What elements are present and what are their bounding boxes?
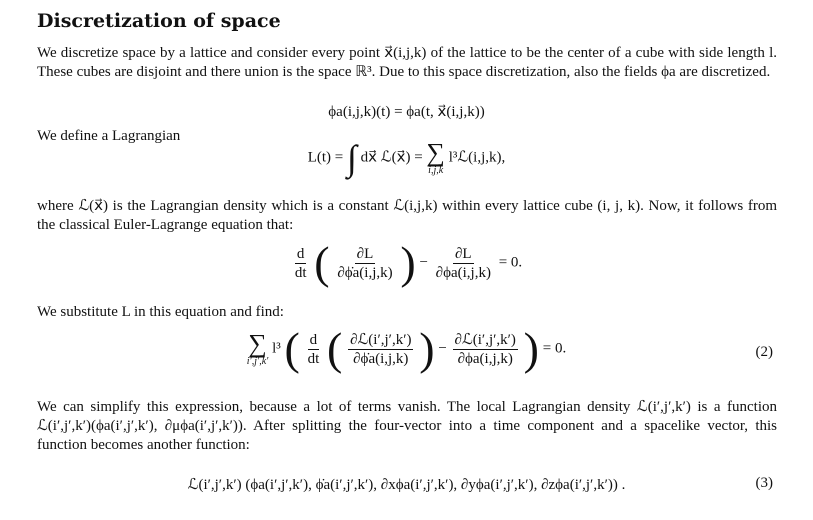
- eq3-body: ℒ(i′,j′,k′) (ϕa(i′,j′,k′), ϕ̇a(i′,j′,k′), ∂xϕa(i′,j′,k′), ∂yϕa(i′,j′,k′), ∂zϕa(i′,j′,k′)) .: [187, 477, 626, 493]
- sum-limits-2: i′,j′,k′: [246, 356, 269, 367]
- eq2-outer-left-paren: (: [284, 323, 300, 374]
- equation-field-discretization: ϕa(i,j,k)(t) = ϕa(t, x⃗(i,j,k)): [328, 104, 485, 120]
- minus-sign: −: [419, 254, 428, 271]
- left-paren: (: [314, 237, 330, 288]
- fraction-dL-dphi: $\frac{\partial L}{\partial\phi a(i,j,k)}$: [435, 245, 491, 281]
- equation-2: [0, 323, 813, 384]
- sum-sigma-2: ∑: [248, 329, 267, 358]
- equation-3: [0, 475, 813, 494]
- eq2-inner-right-paren: ): [419, 323, 435, 374]
- equation-euler-lagrange: [0, 237, 813, 290]
- sum-operator-2: [247, 331, 269, 367]
- eq2-minus-sign: −: [438, 340, 447, 357]
- section-title: Discretization of space: [37, 10, 281, 32]
- integral-sign: ∫: [347, 138, 357, 178]
- eq2-fraction-dL-dphidot: $\frac{\text{∂ℒ(i′,j′,k′)}}{\partial\phi̇a(i,j,k)}$: [350, 331, 412, 367]
- paragraph-lattice: We discretize space by a lattice and consider every point x⃗(i,j,k) of the lattice to be the center of a cube with side length l. These cubes are disjoint and there union is the space ℝ³. Due to this space discretization, also the fields ϕa are discretized.: [37, 45, 777, 80]
- fraction-dL-dphidot: $\frac{\partial L}{\partial\phi̇a(i,j,k)}$: [337, 245, 393, 281]
- equation-number-3: (3): [755, 475, 773, 491]
- eq2-equals-zero: = 0.: [542, 340, 567, 357]
- fraction-d-dt: $\frac{d}{dt}$: [294, 245, 307, 281]
- sum-sigma: ∑: [426, 138, 445, 167]
- eq2-fraction-d-dt: $\frac{d}{dt}$: [307, 331, 320, 367]
- paragraph-define-lagrangian: We define a Lagrangian: [37, 128, 181, 144]
- paragraph-simplify: We can simplify this expression, because a lot of terms vanish. The local Lagrangian density ℒ(i′,j′,k′) is a function ℒ(i′,j′,k′)(ϕa(i′,j′,k′), ∂μϕa(i′,j′,k′)). After splitting the four-vector into a time component and a spacelike vector, this function becomes another function:: [37, 399, 777, 453]
- sum-operator: [426, 140, 445, 176]
- eq2-inner-left-paren: (: [327, 323, 343, 374]
- lagrangian-lhs: L(t) =: [307, 149, 344, 166]
- equals-zero: = 0.: [498, 254, 523, 271]
- eq2-l-cubed: l³: [272, 340, 281, 357]
- lagrangian-rhs: l³ℒ(i,j,k),: [448, 149, 506, 166]
- paragraph-substitute: We substitute L in this equation and find:: [37, 304, 284, 320]
- equation-lagrangian: [0, 140, 813, 190]
- lagrangian-integrand: dx⃗ ℒ(x⃗) =: [360, 149, 423, 166]
- eq2-outer-right-paren: ): [523, 323, 539, 374]
- sum-limits: i,j,k: [428, 165, 444, 176]
- paragraph-lagrangian-density: where ℒ(x⃗) is the Lagrangian density which is a constant ℒ(i,j,k) within every lattice cube (i, j, k). Now, it follows from the classical Euler-Lagrange equation that:: [37, 198, 777, 233]
- eq2-fraction-dL-dphi: $\frac{\text{∂ℒ(i′,j′,k′)}}{\partial\phi a(i,j,k)}$: [454, 331, 516, 367]
- equation-number-2: (2): [755, 344, 773, 360]
- right-paren: ): [400, 237, 416, 288]
